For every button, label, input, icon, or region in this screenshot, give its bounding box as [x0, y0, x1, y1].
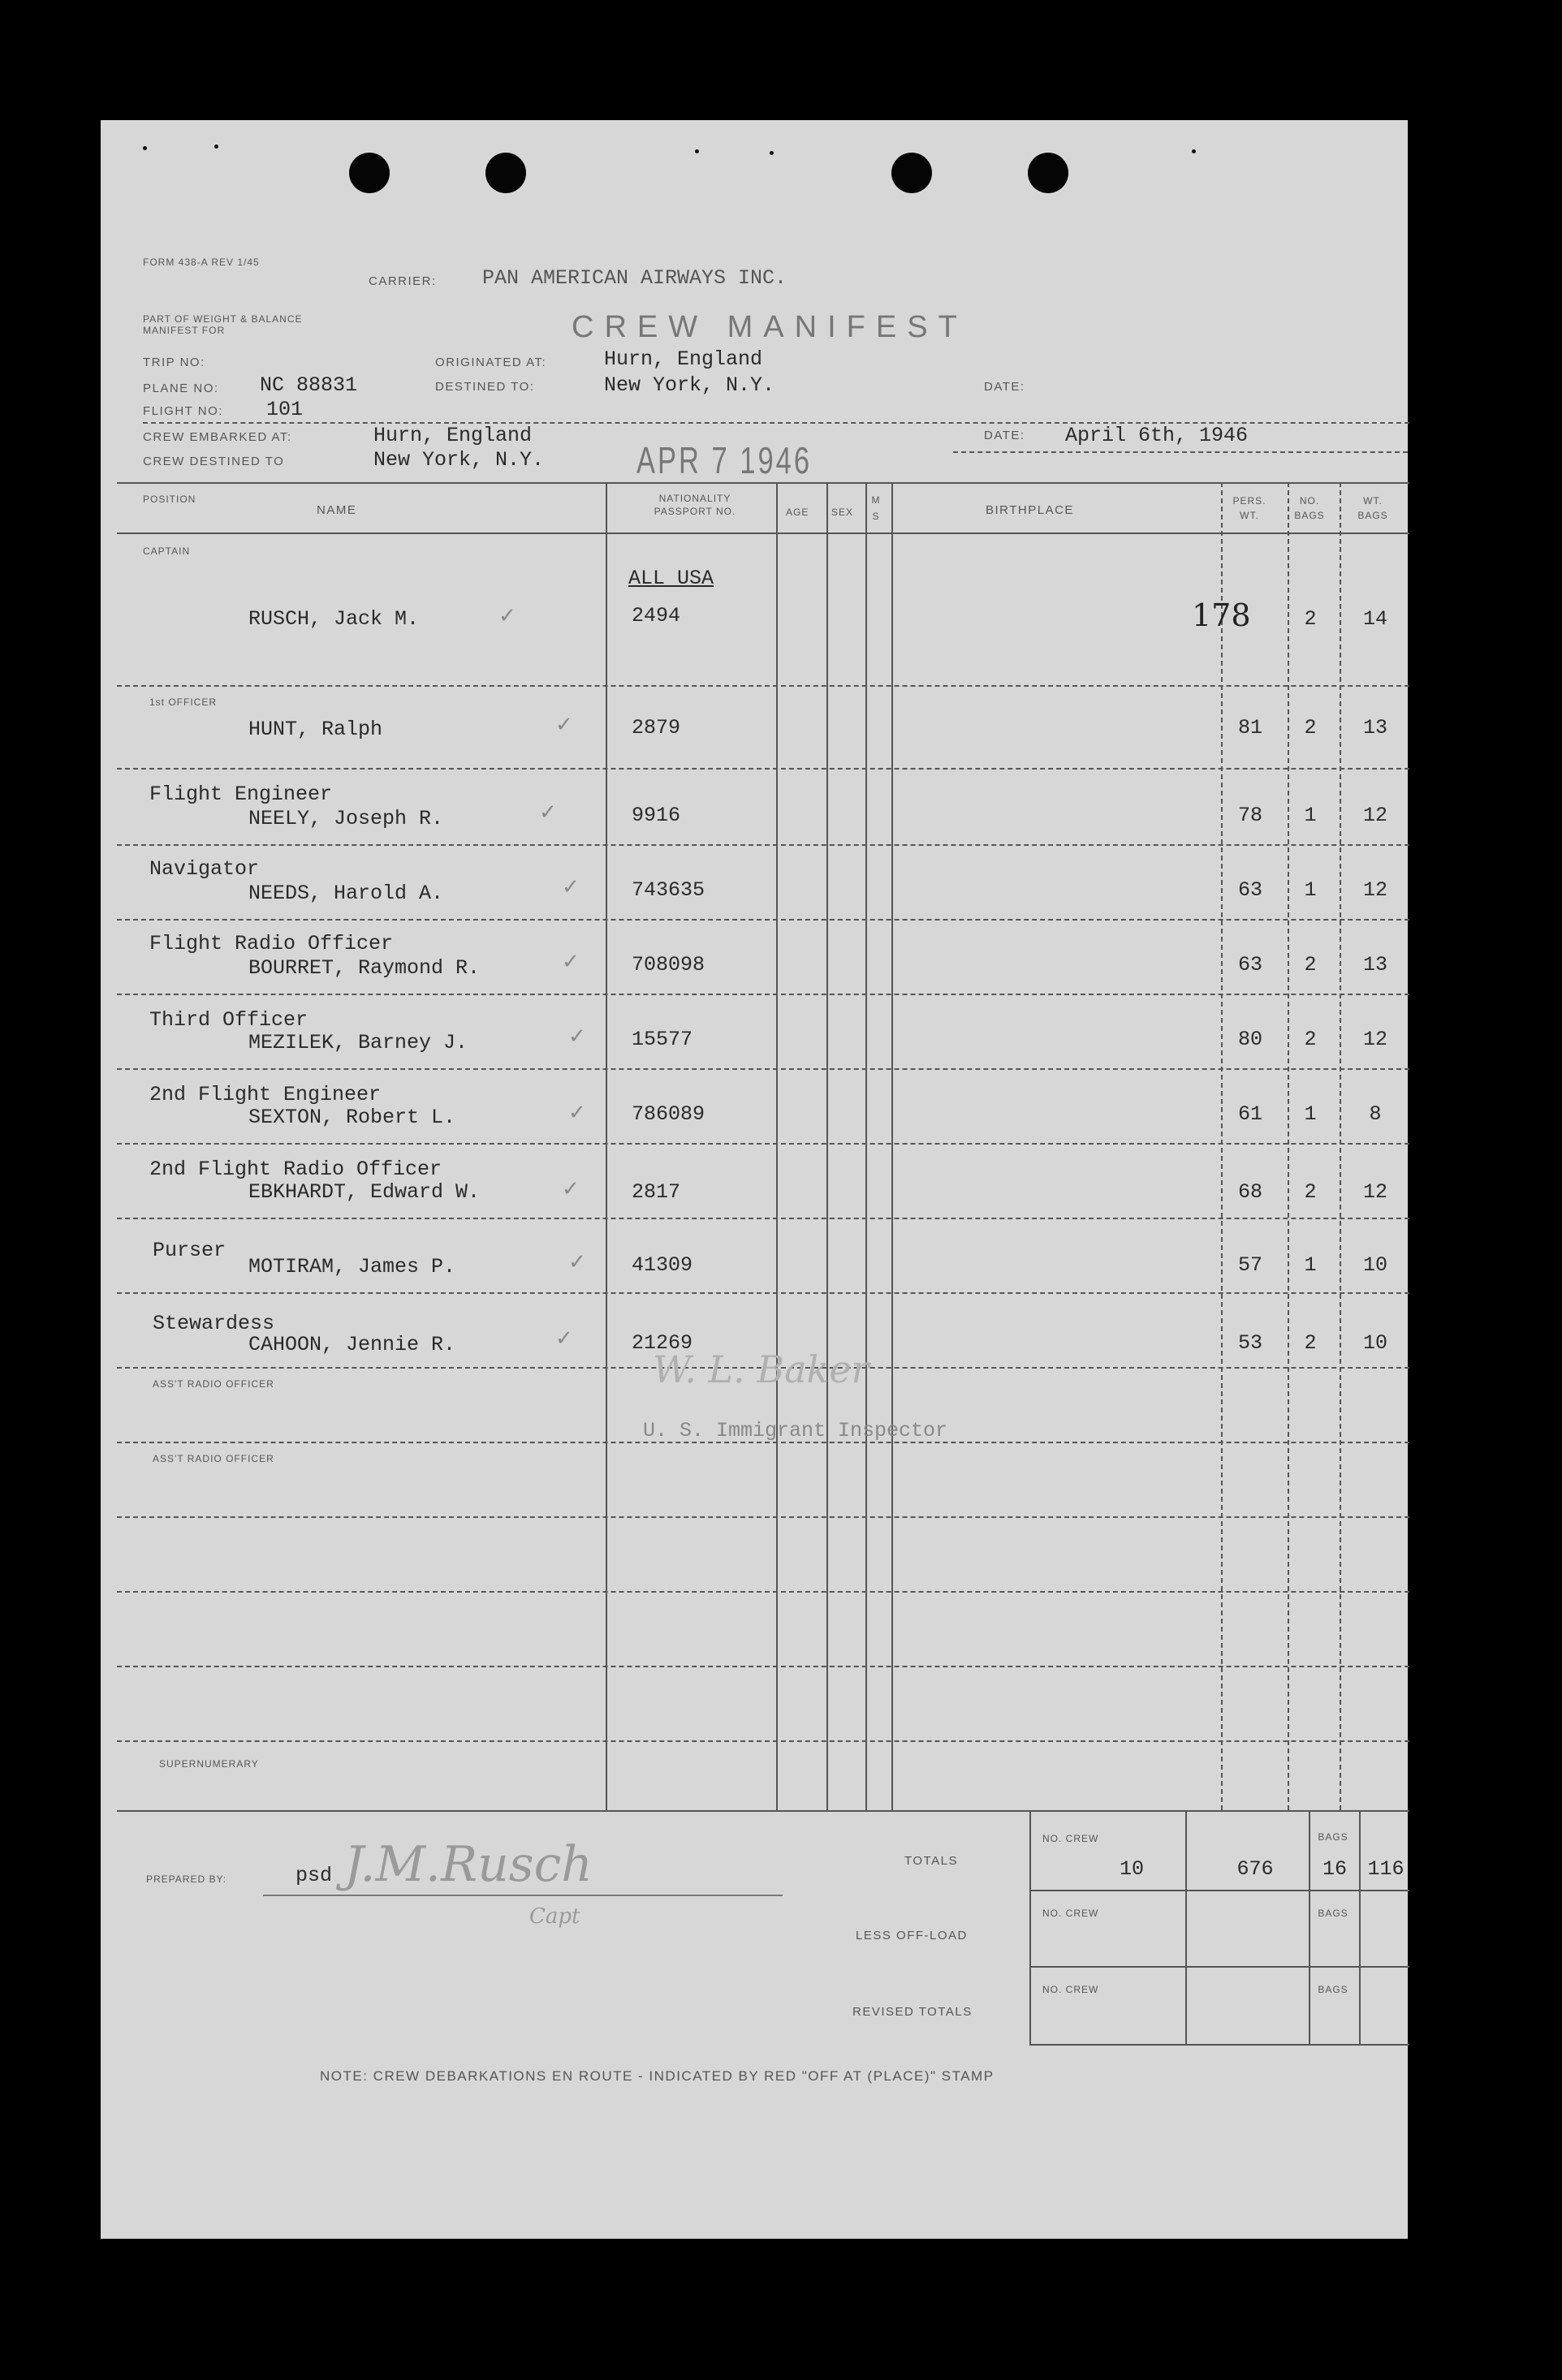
- document-title: CREW MANIFEST: [572, 310, 968, 344]
- received-date-stamp: APR 7 1946: [636, 439, 813, 481]
- check-mark: ✓: [555, 1326, 573, 1351]
- crew-name: BOURRET, Raymond R.: [248, 956, 481, 980]
- pers-weight: 68: [1237, 1180, 1262, 1204]
- bag-weight: 10: [1362, 1253, 1387, 1277]
- crew-destined-label: CREW DESTINED TO: [143, 455, 285, 468]
- col-wt-bags: WT. BAGS: [1357, 495, 1388, 521]
- total-bag-weight: 116: [1367, 1857, 1405, 1881]
- position-label: Flight Engineer: [149, 783, 333, 806]
- bag-count: 1: [1304, 804, 1317, 827]
- total-crew: 10: [1119, 1857, 1144, 1881]
- prepared-by-initials: psd: [296, 1864, 333, 1887]
- col-name: NAME: [317, 503, 357, 517]
- crew-name: RUSCH, Jack M.: [248, 607, 420, 631]
- flight-no-label: FLIGHT NO:: [143, 404, 223, 418]
- bag-weight: 12: [1362, 1180, 1387, 1204]
- passport-value: 15577: [632, 1028, 693, 1051]
- totals-label: TOTALS: [904, 1854, 958, 1868]
- bag-count: 2: [1304, 716, 1317, 739]
- passport-value: 2879: [632, 716, 681, 739]
- no-crew-label: NO. CREW: [1042, 1833, 1099, 1844]
- bag-weight: 14: [1362, 607, 1387, 631]
- plane-no-label: PLANE NO:: [143, 382, 219, 395]
- pers-weight: 80: [1237, 1028, 1262, 1051]
- date-label: DATE:: [984, 429, 1025, 442]
- pers-weight: 57: [1237, 1253, 1262, 1277]
- asst-radio-officer-label: ASS'T RADIO OFFICER: [153, 1378, 274, 1390]
- pers-weight: 63: [1237, 953, 1262, 977]
- bag-count: 1: [1304, 878, 1317, 902]
- bag-count: 2: [1304, 953, 1317, 977]
- position-label: 2nd Flight Engineer: [149, 1083, 382, 1106]
- total-bags: 16: [1322, 1857, 1347, 1881]
- position-label: Stewardess: [153, 1312, 275, 1335]
- date-value: April 6th, 1946: [1065, 424, 1249, 447]
- bag-weight: 8: [1369, 1102, 1382, 1126]
- position-label: CAPTAIN: [143, 545, 191, 557]
- bags-label-offload: BAGS: [1318, 1908, 1348, 1919]
- form-number: FORM 438-A REV 1/45: [143, 257, 260, 268]
- check-mark: ✓: [568, 1101, 586, 1125]
- originated-value: Hurn, England: [604, 347, 763, 371]
- position-label: 1st OFFICER: [149, 696, 218, 708]
- asst-radio-officer-label-2: ASS'T RADIO OFFICER: [153, 1453, 274, 1464]
- position-label: Purser: [153, 1239, 227, 1262]
- punch-hole: [1028, 153, 1068, 193]
- passport-value: 2494: [632, 604, 681, 627]
- bag-count: 2: [1304, 1331, 1317, 1355]
- position-label: Navigator: [149, 857, 260, 881]
- no-crew-label-offload: NO. CREW: [1042, 1908, 1099, 1919]
- crew-name: EBKHARDT, Edward W.: [248, 1180, 481, 1204]
- position-label: Third Officer: [149, 1008, 309, 1032]
- check-mark: ✓: [498, 604, 516, 628]
- col-ms: M S: [871, 494, 881, 522]
- crew-embarked-value: Hurn, England: [373, 424, 533, 447]
- check-mark: ✓: [555, 713, 573, 737]
- destined-label: DESTINED TO:: [435, 380, 535, 394]
- punch-hole: [891, 153, 932, 193]
- punch-hole: [485, 153, 526, 193]
- position-label: 2nd Flight Radio Officer: [149, 1158, 442, 1181]
- crew-name: NEELY, Joseph R.: [248, 807, 444, 830]
- plane-no-value: NC 88831: [260, 373, 358, 397]
- no-crew-label-revised: NO. CREW: [1042, 1984, 1099, 1995]
- flight-no-value: 101: [266, 398, 304, 421]
- pers-weight: 178: [1192, 597, 1251, 633]
- passport-value: 21269: [632, 1331, 693, 1355]
- col-no-bags: NO. BAGS: [1294, 495, 1325, 521]
- crew-embarked-label: CREW EMBARKED AT:: [143, 430, 292, 444]
- inspector-title: U. S. Immigrant Inspector: [643, 1419, 948, 1442]
- passport-value: 9916: [632, 804, 681, 827]
- preparer-signature: J.M.Rusch: [344, 1836, 593, 1893]
- pers-weight: 63: [1237, 878, 1262, 902]
- col-birthplace: BIRTHPLACE: [986, 503, 1074, 517]
- bag-weight: 13: [1362, 716, 1387, 739]
- destined-value: New York, N.Y.: [604, 373, 775, 397]
- check-mark: ✓: [568, 1024, 586, 1049]
- signature-note: Capt: [529, 1904, 580, 1929]
- check-mark: ✓: [562, 1177, 580, 1201]
- speck: [143, 146, 147, 150]
- bag-weight: 10: [1362, 1331, 1387, 1355]
- speck: [695, 149, 699, 153]
- crew-destined-value: New York, N.Y.: [373, 448, 545, 472]
- check-mark: ✓: [562, 950, 580, 974]
- crew-name: NEEDS, Harold A.: [248, 882, 444, 905]
- nationality-value: ALL USA: [628, 567, 714, 590]
- manifest-page: [101, 120, 1408, 2239]
- bag-count: 2: [1304, 607, 1317, 631]
- passport-value: 708098: [632, 953, 705, 977]
- bag-weight: 13: [1362, 953, 1387, 977]
- pers-weight: 61: [1237, 1102, 1262, 1126]
- crew-name: HUNT, Ralph: [248, 718, 383, 741]
- crew-name: CAHOON, Jennie R.: [248, 1333, 456, 1356]
- bag-weight: 12: [1362, 1028, 1387, 1051]
- speck: [214, 144, 218, 149]
- date-label-top: DATE:: [984, 380, 1025, 394]
- position-label: Flight Radio Officer: [149, 932, 394, 955]
- pers-weight: 53: [1237, 1331, 1262, 1355]
- footer-note: NOTE: CREW DEBARKATIONS EN ROUTE - INDICATED BY RED "OFF AT (PLACE)" STAMP: [320, 2068, 995, 2084]
- passport-value: 2817: [632, 1180, 681, 1204]
- supernumerary-label: SUPERNUMERARY: [159, 1758, 259, 1770]
- crew-name: SEXTON, Robert L.: [248, 1106, 456, 1129]
- passport-value: 41309: [632, 1253, 693, 1277]
- less-offload-label: LESS OFF-LOAD: [856, 1929, 968, 1942]
- bags-label-revised: BAGS: [1318, 1984, 1348, 1995]
- trip-no-label: TRIP NO:: [143, 356, 205, 369]
- pers-weight: 81: [1237, 716, 1262, 739]
- part-of-label: PART OF WEIGHT & BALANCE MANIFEST FOR: [143, 313, 303, 336]
- carrier-value: PAN AMERICAN AIRWAYS INC.: [482, 266, 787, 290]
- col-age: AGE: [786, 507, 809, 518]
- col-pers-wt: PERS. WT.: [1232, 495, 1266, 521]
- crew-name: MOTIRAM, James P.: [248, 1255, 456, 1278]
- check-mark: ✓: [568, 1250, 586, 1274]
- bag-count: 1: [1304, 1253, 1317, 1277]
- carrier-label: CARRIER:: [369, 274, 437, 288]
- total-weight: 676: [1236, 1857, 1274, 1881]
- col-position: POSITION: [143, 494, 196, 505]
- bag-weight: 12: [1362, 804, 1387, 827]
- pers-weight: 78: [1237, 804, 1262, 827]
- check-mark: ✓: [562, 875, 580, 899]
- prepared-by-label: PREPARED BY:: [146, 1873, 227, 1885]
- passport-value: 786089: [632, 1102, 705, 1126]
- punch-hole: [349, 153, 390, 193]
- bag-weight: 12: [1362, 878, 1387, 902]
- col-sex: SEX: [831, 507, 854, 518]
- crew-name: MEZILEK, Barney J.: [248, 1031, 468, 1054]
- col-nationality: NATIONALITY PASSPORT NO.: [654, 493, 736, 517]
- bag-count: 1: [1304, 1102, 1317, 1126]
- passport-value: 743635: [632, 878, 705, 902]
- originated-label: ORIGINATED AT:: [435, 356, 547, 369]
- inspector-signature: W. L. Baker: [653, 1347, 869, 1391]
- speck: [770, 151, 774, 155]
- check-mark: ✓: [539, 800, 557, 825]
- revised-totals-label: REVISED TOTALS: [852, 2005, 973, 2019]
- bags-label: BAGS: [1318, 1831, 1348, 1843]
- bag-count: 2: [1304, 1028, 1317, 1051]
- bag-count: 2: [1304, 1180, 1317, 1204]
- speck: [1192, 149, 1196, 153]
